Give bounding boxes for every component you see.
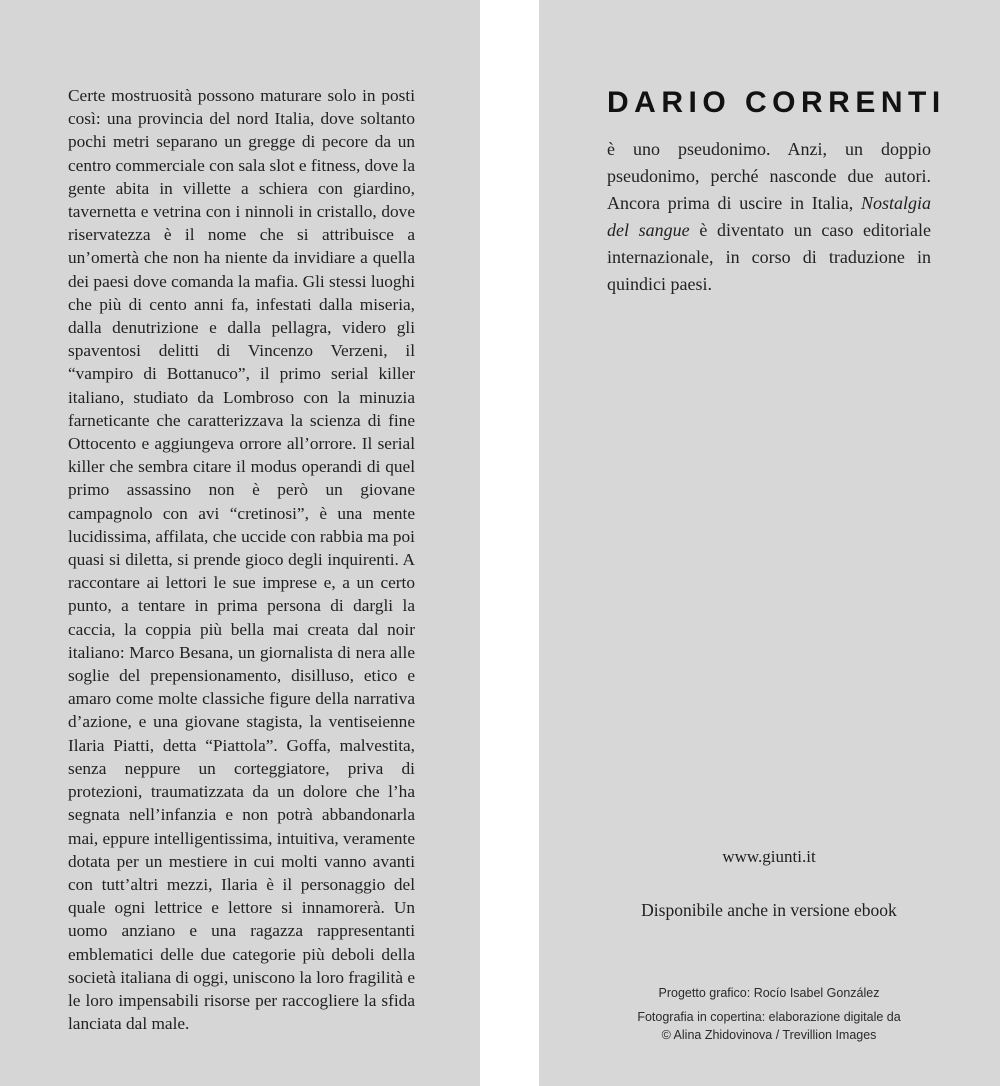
flap-synopsis-text: Certe mostruosità possono maturare solo in posti così: una provincia del nord Italia, dove soltanto pochi metri separano un gregge di pecore da un centro commerciale con sala slot e fitness, dove la gente abita in villette a schiera con giardino, tavernetta e vetrina con i ninnoli in cristallo, dove riservatezza è il nome che si attribuisce a un’omertà che non ha niente da invidiare a quella dei paesi dove comanda la mafia. Gli stessi luoghi che più di cento anni fa, infestati dalla miseria, dalla denutrizione e dalla pellagra, videro gli spaventosi delitti di Vincenzo Verzeni, il “vampiro di Bottanuco”, il primo serial killer italiano, studiato da Lombroso con la minuzia farneticante che caratterizzava la scienza di fine Ottocento e aggiungeva orrore all’orrore. Il serial killer che sembra citare il modus operandi di quel primo assassino non è però un giovane campagnolo con avi “cretinosi”, è una mente lucidissima, affilata, che uccide con rabbia ma poi quasi si diletta, si prende gioco degli inquirenti. A raccontare ai lettori le sue imprese e, a un certo punto, a tentare in prima persona di dargli la caccia, la coppia più bella mai creata dal noir italiano: Marco Besana, un giornalista di nera alle soglie del prepensionamento, disilluso, etico e amaro come molte classiche figure della narrativa d’azione, e una giovane stagista, la ventiseienne Ilaria Piatti, detta “Piattola”. Goffa, malvestita, senza neppure un corteggiatore, priva di protezioni, traumatizzata da un dolore che l’ha segnata nell’infanzia e non potrà abbandonarla mai, eppure intelligentissima, intuitiva, veramente dotata per un mestiere in cui molti vanno avanti con tutt’altri mezzi, Ilaria è il personaggio del quale ogni lettrice e lettore si innamorerà. Un uomo anziano e una ragazza rappresentanti emblematici delle due categorie più deboli della società italiana di oggi, uniscono la loro fragilità e le loro impensabili risorse per raccogliere la sfida lanciata dal male.	[68, 86, 415, 1034]
author-bio	[607, 136, 931, 298]
author-bio-text-2: è diventato un caso editoriale internazionale, in corso di traduzione in quindici paesi.	[607, 220, 932, 294]
credit-graphic-design: Progetto grafico: Rocío Isabel González	[658, 986, 880, 1000]
author-bio-text-1: è uno pseudonimo. Anzi, un doppio pseudonimo, perché nasconde due autori. Ancora prima di uscire in Italia,	[607, 139, 931, 213]
credit-cover-photo-line1: Fotografia in copertina: elaborazione digitale da	[637, 1010, 901, 1024]
author-name: DARIO CORRENTI	[607, 86, 946, 119]
credits-block	[569, 984, 969, 1044]
ebook-availability-note: Disponibile anche in versione ebook	[641, 900, 897, 920]
book-title-italic: Nostalgia del sangue	[607, 193, 931, 240]
spine-gutter	[480, 0, 539, 1086]
right-flap-panel	[539, 0, 1000, 1086]
publisher-website: www.giunti.it	[722, 847, 816, 866]
left-flap-panel	[0, 0, 480, 1086]
credit-cover-photo-line2: © Alina Zhidovinova / Trevillion Images	[661, 1028, 877, 1042]
